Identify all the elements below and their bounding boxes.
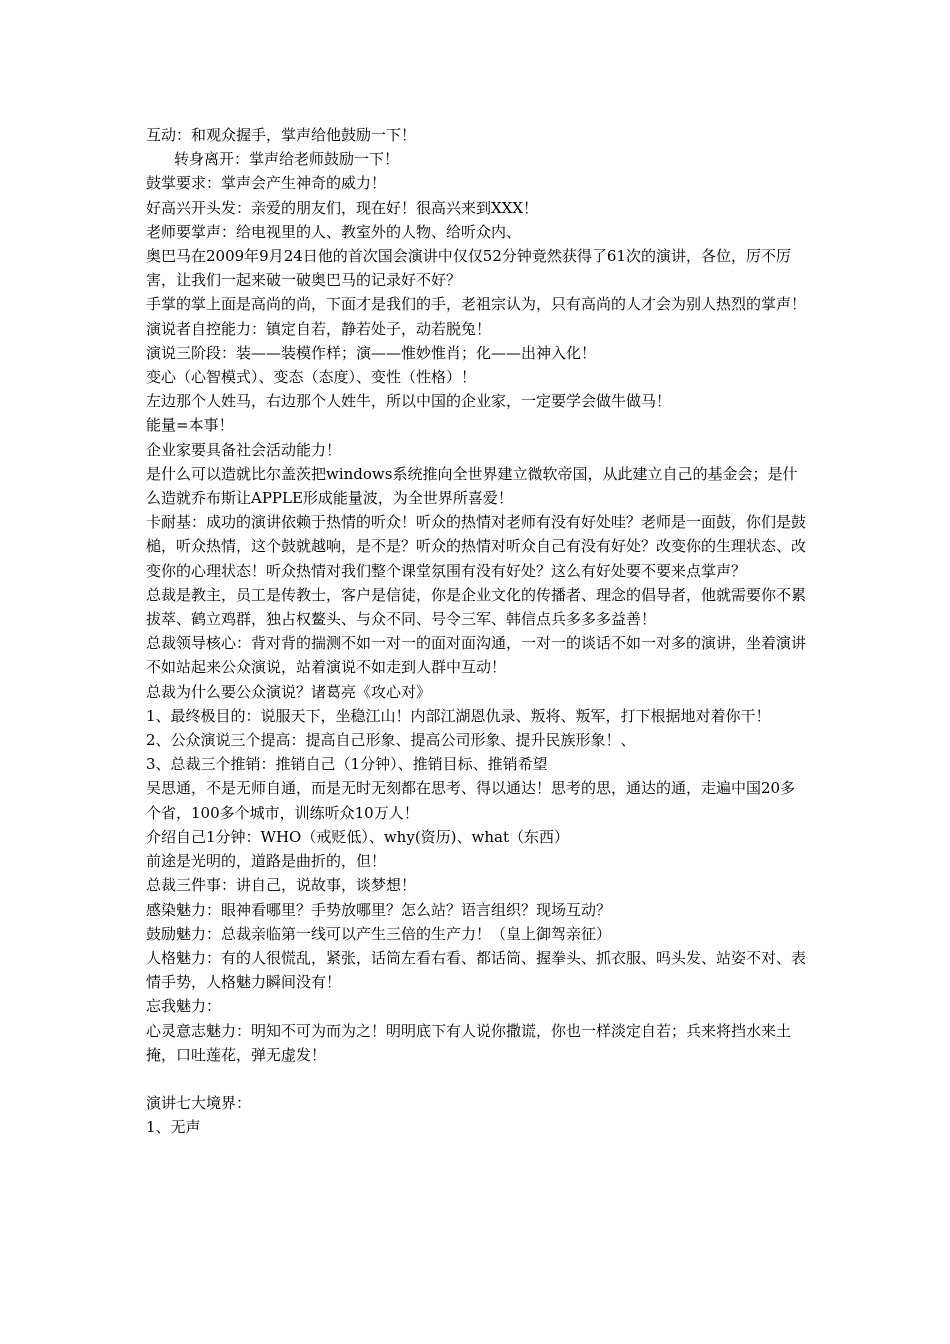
text-line: 转身离开：掌声给老师鼓励一下！ bbox=[174, 150, 400, 169]
text-line: 演说者自控能力：镇定自若，静若处子，动若脱兔！ bbox=[146, 319, 492, 338]
text-line: 互动：和观众握手，掌声给他鼓励一下！ bbox=[146, 126, 417, 144]
text-line: 吴思通，不是无师自通，而是无时无刻都在思考、得以通达！思考的思，通达的通，走遍中国20多个省，100多个城市，训练听众10万人！ bbox=[146, 779, 796, 822]
text-line: 忘我魅力： bbox=[146, 997, 222, 1016]
text-line: 好高兴开头发：亲爱的朋友们，现在好！很高兴来到XXX！ bbox=[146, 198, 539, 217]
text-line: 2、公众演说三个提高：提高自己形象、提高公司形象、提升民族形象！、 bbox=[146, 731, 636, 750]
text-line: 演讲七大境界： bbox=[146, 1094, 252, 1113]
text-line: 卡耐基：成功的演讲依赖于热情的听众！听众的热情对老师有没有好处哇？老师是一面鼓，你们是鼓槌，听众热情，这个鼓就越响，是不是？听众的热情对听众自己有没有好处？改变你的生理状态、改变你的心理状态！听众热情对我们整个课堂氛围有没有好处？这么有好处要不要来点掌声？ bbox=[146, 513, 807, 580]
text-line: 能量=本事！ bbox=[146, 416, 234, 435]
text-line: 总裁三件事：讲自己，说故事，谈梦想！ bbox=[146, 876, 417, 895]
text-line: 变心（心智模式）、变态（态度）、变性（性格）！ bbox=[146, 368, 477, 387]
text-line: 演说三阶段：装——装模作样；演——惟妙惟肖；化——出神入化！ bbox=[146, 343, 597, 362]
text-line: 总裁是教主，员工是传教士，客户是信徒，你是企业文化的传播者、理念的倡导者，他就需要你不累拔萃、鹤立鸡群，独占权鳌头、与众不同、号令三军、韩信点兵多多多益善！ bbox=[146, 585, 807, 629]
blank-line bbox=[146, 1067, 808, 1091]
text-line: 1、无声 bbox=[146, 1118, 201, 1137]
text-line: 介绍自己1分钟：WHO（戒贬低）、why(资历)、what（东西） bbox=[146, 827, 569, 846]
text-line: 人格魅力：有的人很慌乱，紧张，话筒左看右看、都话筒、握拳头、抓衣服、吗头发、站姿不对、表情手势，人格魅力瞬间没有！ bbox=[146, 948, 807, 992]
text-line: 1、最终极目的：说服天下，坐稳江山！内部江湖恩仇录、叛将、叛军，打下根据地对着你干！ bbox=[146, 706, 771, 725]
text-line: 3、总裁三个推销：推销自己（1分钟）、推销目标、推销希望 bbox=[146, 755, 548, 774]
text-line: 左边那个人姓马，右边那个人姓牛，所以中国的企业家，一定要学会做牛做马！ bbox=[146, 392, 672, 411]
document-body bbox=[146, 123, 808, 1140]
text-line: 奥巴马在2009年9月24日他的首次国会演讲中仅仅52分钟竟然获得了61次的演讲，各位，厉不厉害，让我们一起来破一破奥巴马的记录好不好？ bbox=[146, 247, 791, 290]
text-line: 老师要掌声：给电视里的人、教室外的人物、给听众内、 bbox=[146, 222, 522, 241]
text-line: 鼓励魅力：总裁亲临第一线可以产生三倍的生产力！（皇上御驾亲征） bbox=[146, 924, 612, 943]
text-line: 前途是光明的，道路是曲折的，但！ bbox=[146, 852, 387, 871]
text-line: 总裁为什么要公众演说？诸葛亮《攻心对》 bbox=[146, 682, 432, 701]
text-line: 是什么可以造就比尔盖茨把windows系统推向全世界建立微软帝国，从此建立自己的基金会；是什么造就乔布斯让APPLE形成能量波，为全世界所喜爱！ bbox=[146, 464, 798, 508]
text-line: 鼓掌要求：掌声会产生神奇的威力！ bbox=[146, 174, 387, 193]
text-line: 手掌的掌上面是高尚的尚，下面才是我们的手，老祖宗认为，只有高尚的人才会为别人热烈的掌声！ bbox=[146, 295, 807, 314]
text-line: 总裁领导核心：背对背的揣测不如一对一的面对面沟通，一对一的谈话不如一对多的演讲，坐着演讲不如站起来公众演说，站着演说不如走到人群中互动！ bbox=[146, 634, 807, 677]
text-line: 企业家要具备社会活动能力！ bbox=[146, 440, 342, 459]
text-line: 感染魅力：眼神看哪里？手势放哪里？怎么站？语言组织？现场互动？ bbox=[146, 900, 612, 919]
text-line: 心灵意志魅力：明知不可为而为之！明明底下有人说你撒谎，你也一样淡定自若；兵来将挡水来土掩，口吐莲花，弹无虚发！ bbox=[146, 1021, 792, 1064]
